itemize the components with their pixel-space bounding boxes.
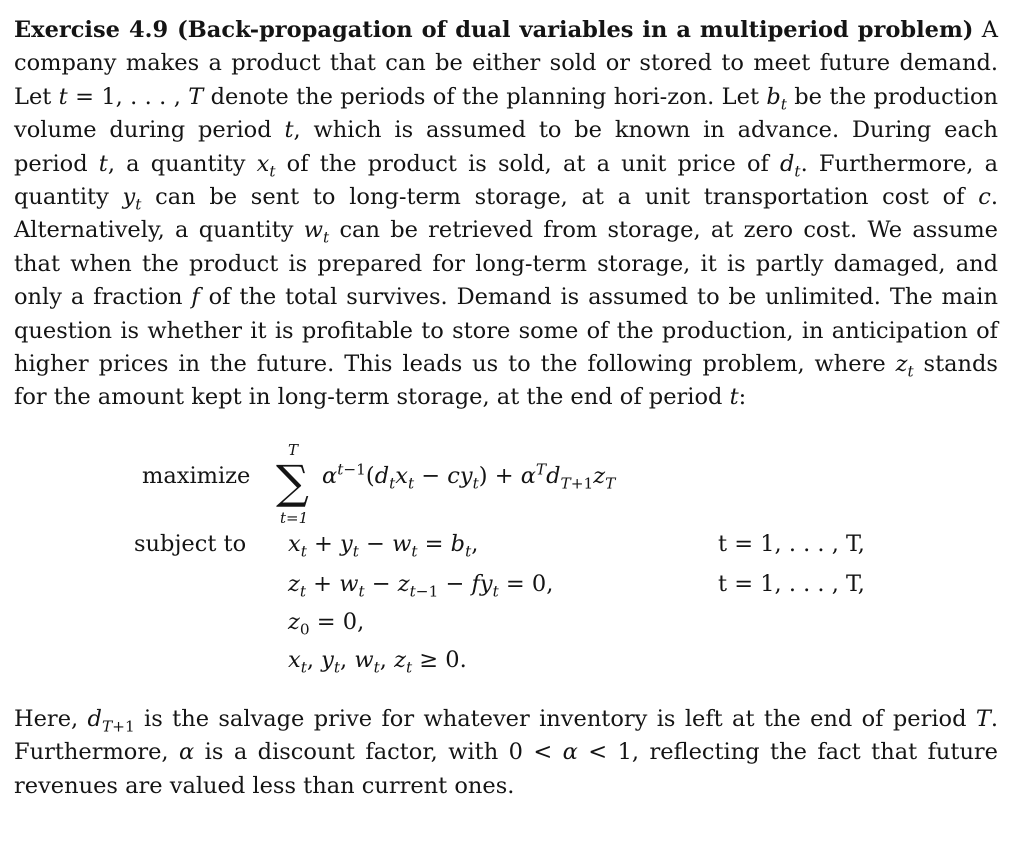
constraint-2-range: t = 1, . . . , T,: [718, 570, 865, 597]
exercise-closing-paragraph: Here, $d_{T+1}$ is the salvage prive for whatever inventory is left at the end of period T. Furthermore, α is a discount factor, with 0 < α < 1, reflecting the fact that future revenues are valued less than current ones.: [14, 705, 999, 799]
constraint-3: $z_0 = 0$,: [288, 608, 365, 639]
constraint-4: $x_t$, $y_t$, $w_t$, $z_t \ge 0$.: [288, 646, 467, 677]
subject-to-label: subject to: [134, 530, 247, 557]
exercise-intro-paragraph: Exercise 4.9 (Back-propagation of dual variables in a multiperiod problem) A company makes a product that can be either sold or stored to meet future demand. Let t = 1, . . . , T denote the periods of the planning hori-zon. Let $b_t$ be the production volume during period t, which is assumed to be known in advance. During each period t, a quantity $x_t$ of the product is sold, at a unit price of $d_t$. Furthermore, a quantity $y_t$ can be sent to long-term storage, at a unit transportation cost of c. Alternatively, a quantity $w_t$ can be retrieved from storage, at zero cost. We assume that when the product is prepared for long-term storage, it is partly damaged, and only a fraction f of the total survives. Demand is assumed to be unlimited. The main question is whether it is profitable to store some of the production, in anticipation of higher prices in the future. This leads us to the following problem, where $z_t$ stands for the amount kept in long-term storage, at the end of period t:: [14, 17, 999, 411]
objective-expression: $\alpha^{t-1}(d_tx_t - cy_t) + \alpha^Td_{T+1}z_T$: [322, 460, 616, 493]
sum-lower-limit: t=1: [280, 508, 309, 527]
constraint-2: $z_t + w_t - z_{t-1} - fy_t = 0$,: [288, 570, 554, 601]
exercise-page: [14, 14, 998, 803]
sum-upper-limit: T: [288, 440, 299, 459]
maximize-label: maximize: [142, 462, 251, 489]
summation: [276, 440, 316, 527]
exercise-heading: Exercise 4.9 (Back-propagation of dual variables in a multiperiod problem): [14, 17, 974, 43]
sigma-symbol: ∑: [276, 454, 309, 509]
constraint-1: $x_t + y_t - w_t = b_t$,: [288, 530, 479, 561]
constraint-1-range: t = 1, . . . , T,: [718, 530, 865, 557]
optimization-problem: [14, 433, 998, 695]
